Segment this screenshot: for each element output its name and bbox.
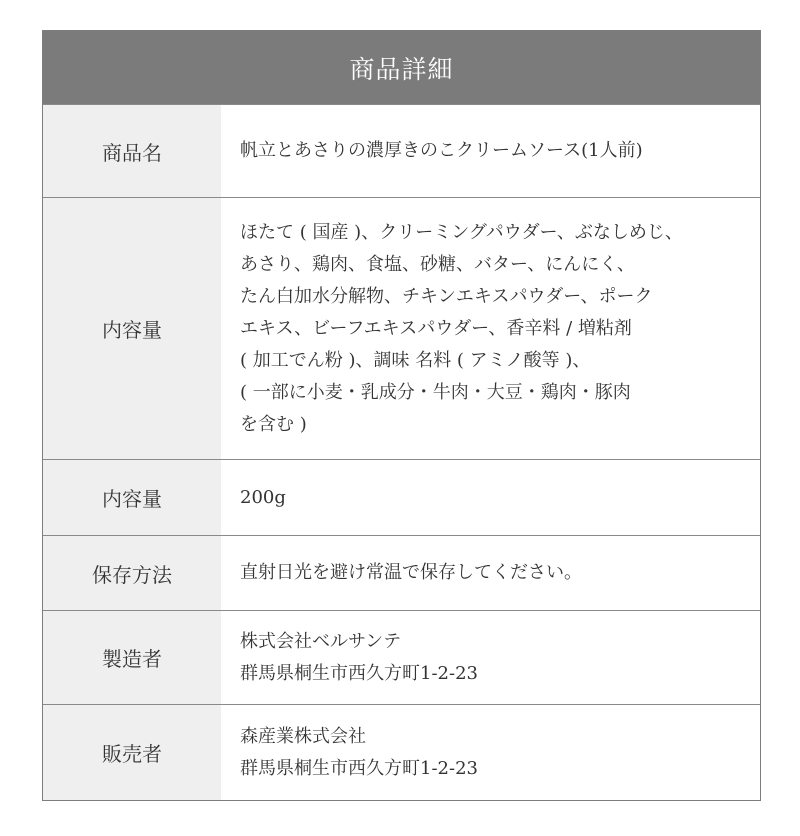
row-value-storage: 直射日光を避け常温で保存してください。 [240, 562, 582, 583]
row-value-ingredients: ほたて ( 国産 )、クリーミングパウダー、ぶなしめじ、 あさり、鶏肉、食塩、砂糖、バター、にんにく、 たん白加水分解物、チキンエキスパウダー、ポーク エキス、ビーフエキスパウダー、香辛料 / 増粘剤 ( 加工でん粉 )、調味 名料 ( アミノ酸等 )、 ( 一部に小麦・乳成分・牛肉・大豆・鶏肉・豚肉 を含む ) [240, 221, 683, 435]
product-details-table [42, 30, 761, 801]
table-row-storage [43, 535, 760, 610]
row-value-manufacturer: 株式会社ベルサンテ 群馬県桐生市西久方町1-2-23 [240, 630, 478, 684]
row-label-ingredients: 内容量 [43, 198, 221, 459]
row-value-product-name-cell [221, 105, 760, 197]
row-value-ingredients-cell [221, 198, 760, 459]
row-value-seller: 森産業株式会社 群馬県桐生市西久方町1-2-23 [240, 725, 478, 779]
table-row-manufacturer [43, 610, 760, 704]
table-row-amount [43, 459, 760, 535]
row-label-seller: 販売者 [43, 705, 221, 800]
table-row-seller [43, 704, 760, 800]
row-label-amount: 内容量 [43, 460, 221, 535]
row-label-manufacturer: 製造者 [43, 611, 221, 704]
row-value-manufacturer-cell [221, 611, 760, 704]
row-label-product-name: 商品名 [43, 105, 221, 197]
row-value-amount-cell [221, 460, 760, 535]
row-value-storage-cell [221, 536, 760, 610]
table-row-ingredients [43, 197, 760, 459]
row-value-seller-cell [221, 705, 760, 800]
table-row-product-name [43, 104, 760, 197]
row-value-amount: 200g [240, 486, 286, 508]
table-title: 商品詳細 [43, 31, 760, 104]
row-label-storage: 保存方法 [43, 536, 221, 610]
row-value-product-name: 帆立とあさりの濃厚きのこクリームソース(1人前) [240, 140, 643, 161]
